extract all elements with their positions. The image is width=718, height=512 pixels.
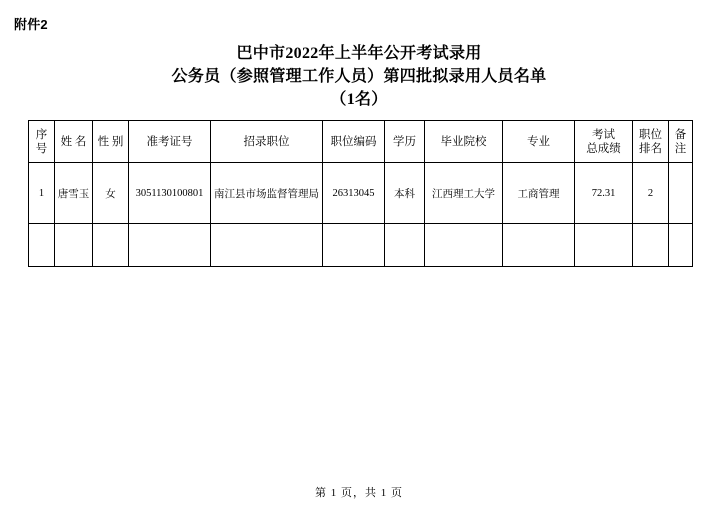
cell-exam-id: 3051130100801 — [129, 163, 211, 224]
cell-empty-school — [425, 224, 503, 267]
header-score-line1: 考试 — [592, 128, 615, 141]
header-remark: 备注 — [669, 121, 693, 163]
header-gender: 性 别 — [93, 121, 129, 163]
table-body — [29, 163, 693, 267]
header-score-line2: 总成绩 — [586, 142, 621, 155]
cell-school: 江西理工大学 — [425, 163, 503, 224]
header-seq — [29, 121, 55, 163]
header-exam-id: 准考证号 — [129, 121, 211, 163]
roster-table-container — [28, 120, 692, 267]
page-footer: 第 1 页，共 1 页 — [315, 487, 403, 499]
cell-remark — [669, 163, 693, 224]
table-header-row — [29, 121, 693, 163]
cell-seq: 1 — [29, 163, 55, 224]
cell-empty-position-code — [323, 224, 385, 267]
title-line-1: 巴中市2022年上半年公开考试录用 — [236, 45, 482, 62]
table-row — [29, 163, 693, 224]
header-school: 毕业院校 — [425, 121, 503, 163]
cell-education: 本科 — [385, 163, 425, 224]
title-line-2: 公务员（参照管理工作人员）第四批拟录用人员名单 — [171, 68, 547, 85]
cell-empty-remark — [669, 224, 693, 267]
cell-position: 南江县市场监督管理局 — [211, 163, 323, 224]
cell-gender: 女 — [93, 163, 129, 224]
header-score — [575, 121, 633, 163]
header-education: 学历 — [385, 121, 425, 163]
table-row-empty — [29, 224, 693, 267]
cell-empty-score — [575, 224, 633, 267]
header-name: 姓 名 — [55, 121, 93, 163]
cell-empty-name — [55, 224, 93, 267]
header-major: 专业 — [503, 121, 575, 163]
cell-score: 72.31 — [575, 163, 633, 224]
cell-empty-education — [385, 224, 425, 267]
attachment-label: 附件2 — [14, 17, 48, 32]
header-rank — [633, 121, 669, 163]
header-seq-line1: 序 — [35, 128, 48, 141]
cell-empty-position — [211, 224, 323, 267]
title-line-3: （1名） — [330, 91, 388, 108]
cell-rank: 2 — [633, 163, 669, 224]
roster-table — [28, 120, 693, 267]
cell-empty-exam-id — [129, 224, 211, 267]
cell-empty-seq — [29, 224, 55, 267]
cell-empty-major — [503, 224, 575, 267]
cell-empty-rank — [633, 224, 669, 267]
cell-position-code: 26313045 — [323, 163, 385, 224]
cell-major: 工商管理 — [503, 163, 575, 224]
header-rank-line1: 职位 — [639, 128, 662, 141]
cell-empty-gender — [93, 224, 129, 267]
cell-name: 唐雪玉 — [55, 163, 93, 224]
header-rank-line2: 排名 — [639, 142, 662, 155]
document-title — [0, 42, 718, 111]
header-position-code: 职位编码 — [323, 121, 385, 163]
header-position: 招录职位 — [211, 121, 323, 163]
header-seq-line2: 号 — [35, 142, 48, 155]
